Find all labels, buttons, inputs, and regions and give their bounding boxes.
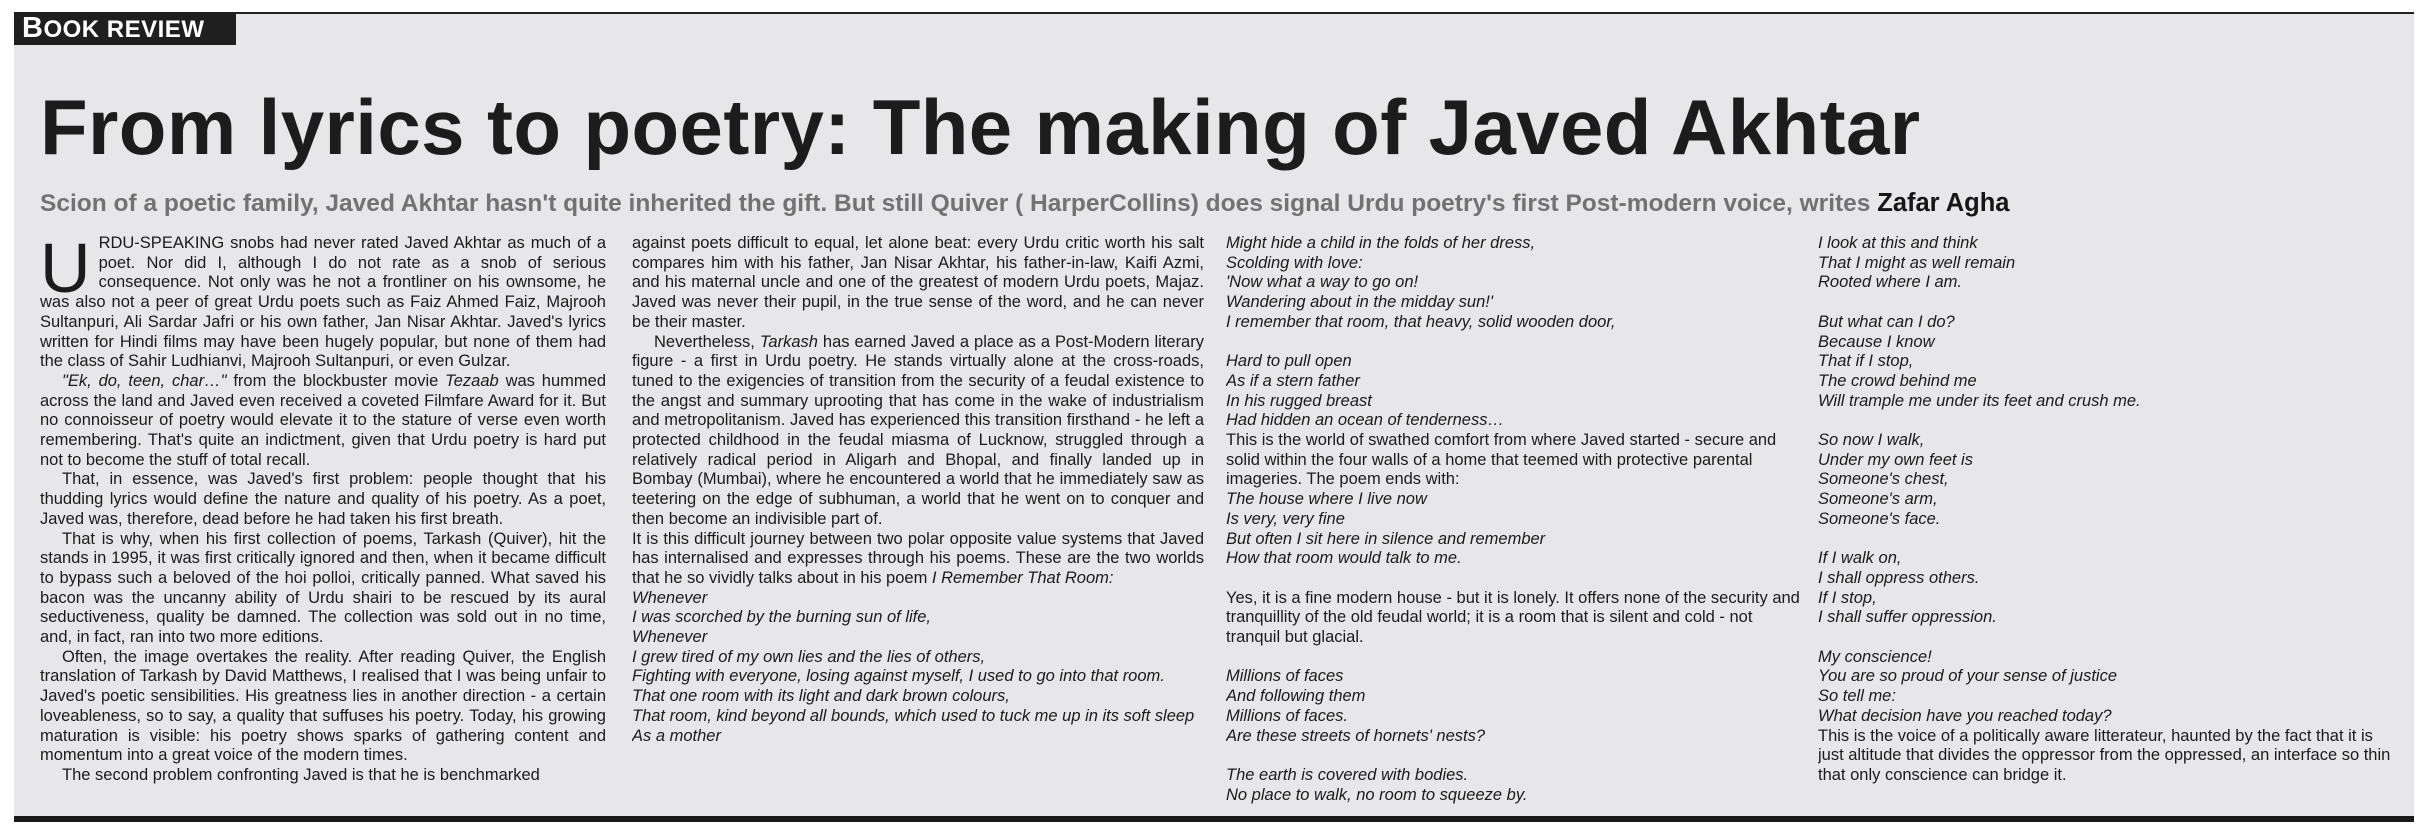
poem-line: Scolding with love: [1226, 253, 1363, 272]
poem-line: Millions of faces [1226, 667, 1344, 686]
song-quote: "Ek, do, teen, char…" [62, 371, 227, 390]
poem-line: Fighting with everyone, losing against myself, I used to go into that room. [632, 667, 1165, 686]
poem-line: In his rugged breast [1226, 391, 1372, 410]
paragraph: That, in essence, was Javed's first problem: people thought that his thudding lyrics would define the nature and quality of his poetry. As a poet, Javed was, therefore, dead before he had taken his first breath. [40, 470, 606, 528]
poem-line: That I might as well remain [1818, 253, 2016, 272]
poem-line: I was scorched by the burning sun of life, [632, 608, 931, 627]
paragraph-text: was hummed across the land and Javed even received a coveted Filmfare Award for it. But no connoisseur of poetry would elevate it to the stature of verse even worth remembering. That's quite an indictment, given that Urdu poetry is hard put not to become the stuff of total recall. [40, 371, 606, 469]
poem-line: And following them [1226, 687, 1366, 706]
poem-line: Because I know [1818, 332, 1935, 351]
poem-line: I shall suffer oppression. [1818, 608, 1997, 627]
film-title: Tezaab [445, 371, 499, 390]
poem-line: Wandering about in the midday sun!' [1226, 293, 1494, 312]
poem-line: Hard to pull open [1226, 352, 1352, 371]
section-tag-rest: OOK REVIEW [43, 16, 205, 43]
paragraph [632, 530, 1204, 589]
poem-line: Someone's face. [1818, 509, 1941, 528]
spacer [1226, 648, 1808, 668]
poem-line: How that room would talk to me. [1226, 549, 1462, 568]
paragraph: This is the voice of a politically aware litterateur, haunted by the fact that it is just altitude that divides the oppressor from the oppressed, an interface so thin that only conscience can bridge it. [1818, 726, 2391, 784]
poem-line: What decision have you reached today? [1818, 706, 2112, 725]
poem-line: The house where I live now [1226, 490, 1427, 509]
poem-line: Will trample me under its feet and crush me. [1818, 391, 2141, 410]
paragraph-text: has earned Javed a place as a Post-Modern literary figure - a first in Urdu poetry. He stands virtually alone at the cross-roads, tuned to the exigencies of transition from the security of a feudal existence to the angst and summary uprooting that has come in the wake of industrialism and metropolitanism. Javed has experienced this transition firsthand - he left a protected childhood in the feudal miasma of Lucknow, struggled through a relatively radical period in Aligarh and Bhopal, and finally landed up in Bombay (Mumbai), where he encountered a world that he immediately saw as teetering on the edge of subhuman, a world that he went on to conquer and then become an indivisible part of. [632, 332, 1204, 528]
poem-excerpt [1226, 667, 1808, 805]
poem-line: Someone's chest, [1818, 470, 1949, 489]
poem-line: Whenever [632, 628, 708, 647]
poem-line: Someone's arm, [1818, 490, 1938, 509]
paragraph-text: RDU-SPEAKING snobs had never rated Javed Akhtar as much of a poet. Nor did I, although I do not rate as a snob of serious consequence. Not only was he not a frontliner on his ownsome, he was also not a peer of great Urdu poets such as Faiz Ahmed Faiz, Majrooh Sultanpuri, Ali Sardar Jafri or his own father, Jan Nisar Akhtar. Javed's lyrics written for Hindi films may have been hugely popular, but none of them had the class of Sahir Ludhianvi, Majrooh Sultanpuri, or even Gulzar. [40, 234, 606, 371]
standfirst [40, 186, 2400, 221]
poem-title: I Remember That Room: [931, 568, 1114, 587]
poem-line: Might hide a child in the folds of her dress, [1226, 234, 1536, 252]
paragraph [40, 372, 606, 471]
poem-line: Had hidden an ocean of tenderness… [1226, 411, 1504, 430]
poem-line: 'Now what a way to go on! [1226, 273, 1419, 292]
poem-line: Whenever [632, 588, 708, 607]
poem-line: The earth is covered with bodies. [1226, 765, 1469, 784]
poem-excerpt [1226, 234, 1808, 431]
stanza-break [1818, 530, 2400, 550]
poem-line: That one room with its light and dark brown colours, [632, 687, 1010, 706]
headline: From lyrics to poetry: The making of Javed Akhtar [40, 83, 1921, 171]
paragraph: The second problem confronting Javed is that he is benchmarked [62, 765, 540, 784]
stanza-break [1226, 746, 1808, 766]
poem-line: But often I sit here in silence and remember [1226, 529, 1546, 548]
poem-excerpt [1818, 234, 2400, 727]
paragraph: That is why, when his first collection of poems, Tarkash (Quiver), hit the stands in 1995, it was first critically ignored and then, when it became difficult to bypass such a beloved of the hoi polloi, critically panned. What saved his bacon was the uncanny ability of Urdu shairi to be rescued by its aural seductiveness, quality be damned. The collection was sold out in no time, and, in fact, ran into two more editions. [40, 529, 606, 647]
paragraph-text: It is this difficult journey between two polar opposite value systems that Javed has internalised and expresses through his poems. These are the two worlds that he so vividly talks about in his poem [632, 529, 1204, 587]
paragraph-text: Nevertheless, [654, 332, 760, 351]
stanza-break [1818, 293, 2400, 313]
poem-line: But what can I do? [1818, 312, 1955, 331]
poem-line: So tell me: [1818, 687, 1896, 706]
poem-line: Are these streets of hornets' nests? [1226, 726, 1486, 745]
column-2 [632, 234, 1204, 812]
paragraph: This is the world of swathed comfort from where Javed started - secure and solid within the four walls of a home that teemed with protective parental imageries. The poem ends with: [1226, 431, 1777, 489]
poem-line: No place to walk, no room to squeeze by. [1226, 785, 1528, 804]
stanza-break [1818, 411, 2400, 431]
paragraph [40, 234, 606, 372]
book-title: Tarkash [759, 332, 818, 351]
paragraph: Yes, it is a fine modern house - but it is lonely. It offers none of the security and tranquillity of the old feudal world; it is a room that is silent and cold - not tranquil but glacial. [1226, 588, 1800, 647]
poem-line: I shall oppress others. [1818, 568, 1980, 587]
poem-line: My conscience! [1818, 647, 1932, 666]
poem-line: I look at this and think [1818, 234, 1978, 252]
poem-line: If I stop, [1818, 588, 1877, 607]
poem-line: Under my own feet is [1818, 450, 1973, 469]
poem-line: Millions of faces. [1226, 706, 1348, 725]
poem-line: If I walk on, [1818, 549, 1902, 568]
poem-line: Rooted where I am. [1818, 273, 1962, 292]
poem-excerpt [1226, 490, 1808, 569]
poem-line: As if a stern father [1226, 371, 1360, 390]
poem-line: I grew tired of my own lies and the lies of others, [632, 647, 986, 666]
section-tag-initial: B [22, 12, 44, 44]
poem-line: The crowd behind me [1818, 371, 1977, 390]
poem-line: You are so proud of your sense of justice [1818, 667, 2118, 686]
column-3 [1226, 234, 1808, 812]
poem-line: I remember that room, that heavy, solid wooden door, [1226, 312, 1616, 331]
drop-cap: U [40, 234, 91, 307]
standfirst-text: Scion of a poetic family, Javed Akhtar hasn't quite inherited the gift. But still Quiver ( HarperCollins) does signal Urdu poetry's first Post-modern voice, writes [40, 190, 1878, 217]
author-byline: Zafar Agha [1877, 189, 2010, 217]
paragraph-text: from the blockbuster movie [226, 371, 446, 390]
paragraph: Often, the image overtakes the reality. After reading Quiver, the English translation of Tarkash by David Matthews, I realised that I was being unfair to Javed's poetic sensibilities. His greatness lies in another direction - a certain loveableness, so to say, a quality that suffuses his poetry. Today, his growing maturation is visible: his poetry shows sparks of gathering content and momentum into a great voice of the modern times. [40, 647, 606, 765]
stanza-break [1818, 628, 2400, 648]
stanza-break [1226, 333, 1808, 353]
poem-line: That room, kind beyond all bounds, which used to tuck me up in its soft sleep [632, 706, 1195, 725]
poem-line: So now I walk, [1818, 431, 1925, 449]
column-4 [1818, 234, 2400, 812]
spacer [1226, 569, 1808, 589]
poem-excerpt [632, 589, 1204, 747]
column-1 [40, 234, 606, 812]
paragraph [632, 333, 1204, 530]
poem-line: Is very, very fine [1226, 509, 1345, 528]
poem-line: That if I stop, [1818, 352, 1914, 371]
section-tag [14, 12, 236, 45]
paragraph: against poets difficult to equal, let alone beat: every Urdu critic worth his salt compares him with his father, Jan Nisar Akhtar, his father-in-law, Kaifi Azmi, and his maternal uncle and one of the greatest of modern Urdu poets, Majaz. Javed was never their pupil, in the true sense of the word, and he can never be their master. [632, 234, 1204, 331]
poem-line: As a mother [632, 726, 721, 745]
